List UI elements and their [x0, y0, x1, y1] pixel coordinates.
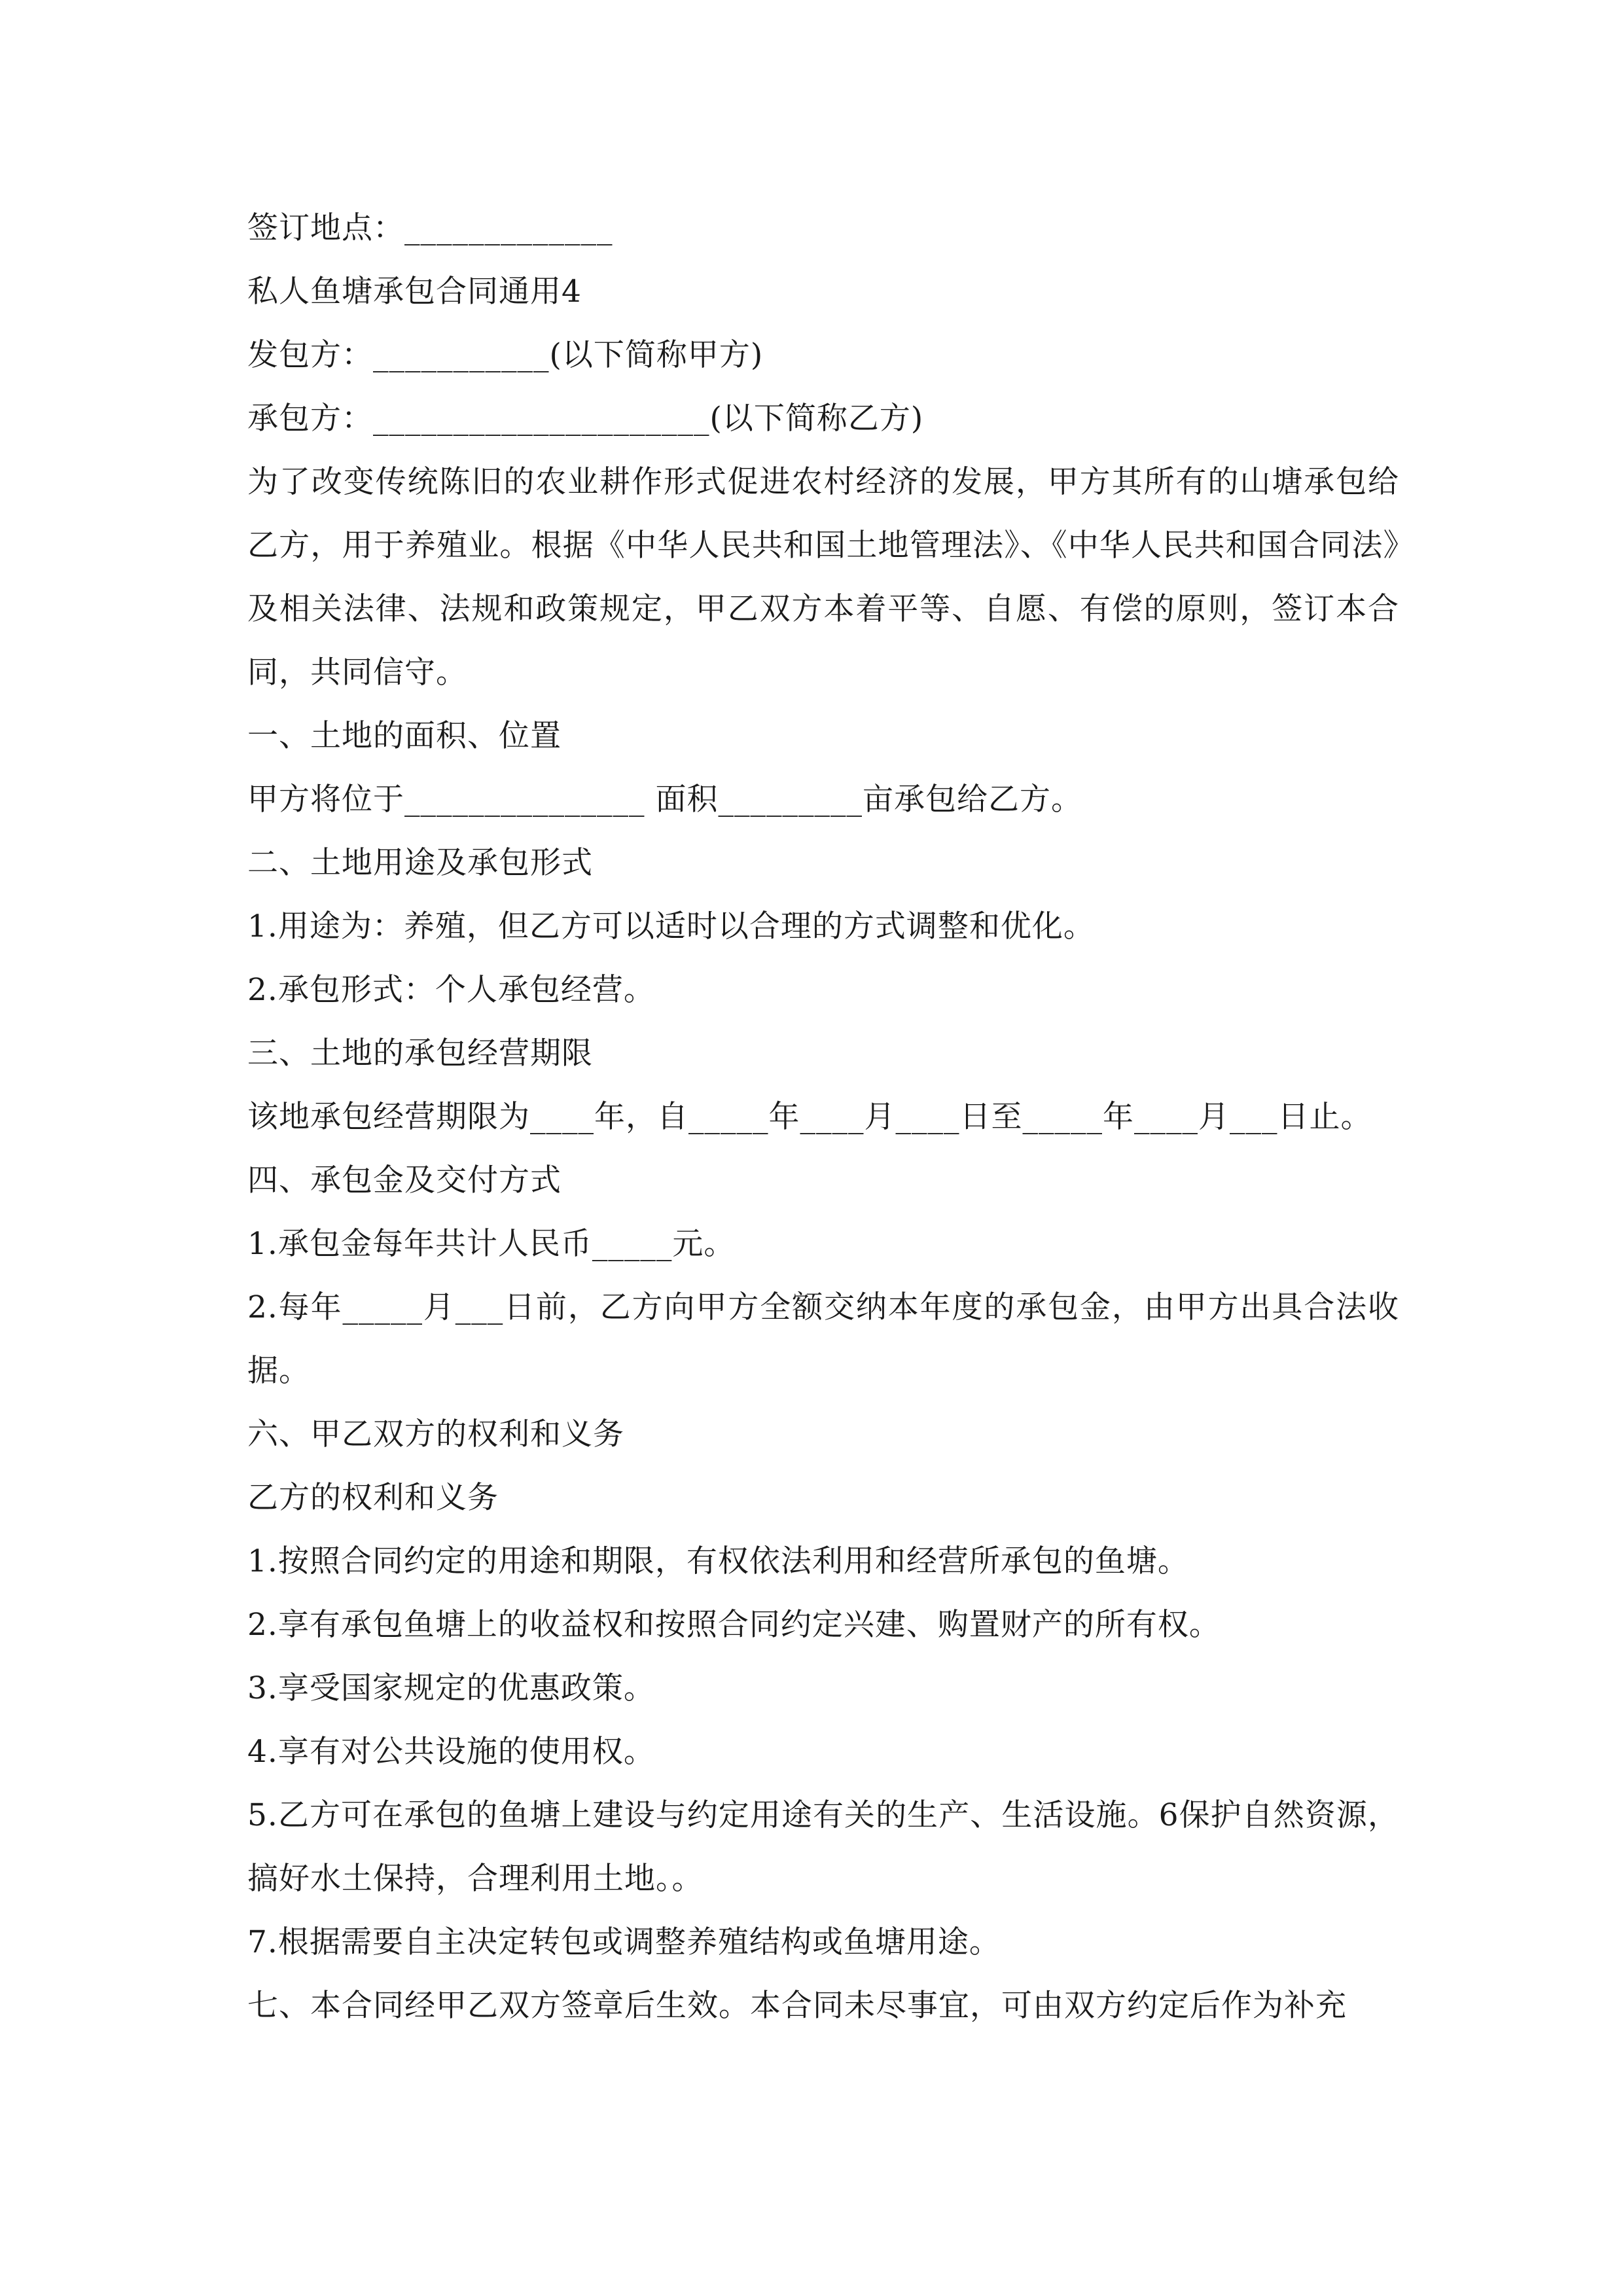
land-location-line: 甲方将位于_______________ 面积_________亩承包给乙方。: [247, 781, 1082, 817]
rights-item-4: 4.享有对公共设施的使用权。: [247, 1734, 655, 1770]
rights-item-3: 3.享受国家规定的优惠政策。: [247, 1670, 655, 1706]
rights-item-7: 7.根据需要自主决定转包或调整养殖结构或鱼塘用途。: [247, 1924, 1001, 1960]
section-heading-4: 四、承包金及交付方式: [247, 1162, 562, 1198]
rights-item-5-6: 5.乙方可在承包的鱼塘上建设与约定用途有关的生产、生活设施。6保护自然资源，搞好水土保持，合理利用土地。。: [247, 1797, 1399, 1897]
signing-place-line: 签订地点：_____________: [247, 210, 613, 246]
fee-clause-1: 1.承包金每年共计人民币_____元。: [247, 1226, 736, 1262]
rights-item-1: 1.按照合同约定的用途和期限，有权依法利用和经营所承包的鱼塘。: [247, 1543, 1189, 1579]
contract-title: 私人鱼塘承包合同通用4: [247, 274, 582, 310]
document-body: [247, 196, 1399, 2037]
section-heading-3: 三、土地的承包经营期限: [247, 1035, 593, 1071]
fee-clause-2: 2.每年_____月___日前，乙方向甲方全额交纳本年度的承包金，由甲方出具合法收据。: [247, 1289, 1399, 1389]
party-a-line: 发包方：___________(以下简称甲方): [247, 337, 764, 373]
preamble-paragraph: 为了改变传统陈旧的农业耕作形式促进农村经济的发展，甲方其所有的山塘承包给乙方，用于养殖业。根据《中华人民共和国土地管理法》、《中华人民共和国合同法》及相关法律、法规和政策规定，甲乙双方本着平等、自愿、有偿的原则，签订本合同，共同信守。: [247, 464, 1399, 691]
section-heading-6: 六、甲乙双方的权利和义务: [247, 1416, 624, 1452]
party-b-rights-heading: 乙方的权利和义务: [247, 1480, 499, 1516]
contract-form-clause: 2.承包形式：个人承包经营。: [247, 972, 655, 1008]
section-heading-1: 一、土地的面积、位置: [247, 718, 562, 754]
party-b-line: 承包方：_____________________(以下简称乙方): [247, 401, 924, 437]
rights-item-2: 2.享有承包鱼塘上的收益权和按照合同约定兴建、购置财产的所有权。: [247, 1607, 1221, 1643]
usage-clause: 1.用途为：养殖，但乙方可以适时以合理的方式调整和优化。: [247, 908, 1095, 944]
section-heading-2: 二、土地用途及承包形式: [247, 845, 593, 881]
term-clause: 该地承包经营期限为____年，自_____年____月____日至_____年____月___日止。: [247, 1099, 1372, 1135]
section-heading-7: 七、本合同经甲乙双方签章后生效。本合同未尽事宜，可由双方约定后作为补充: [247, 1988, 1347, 2024]
